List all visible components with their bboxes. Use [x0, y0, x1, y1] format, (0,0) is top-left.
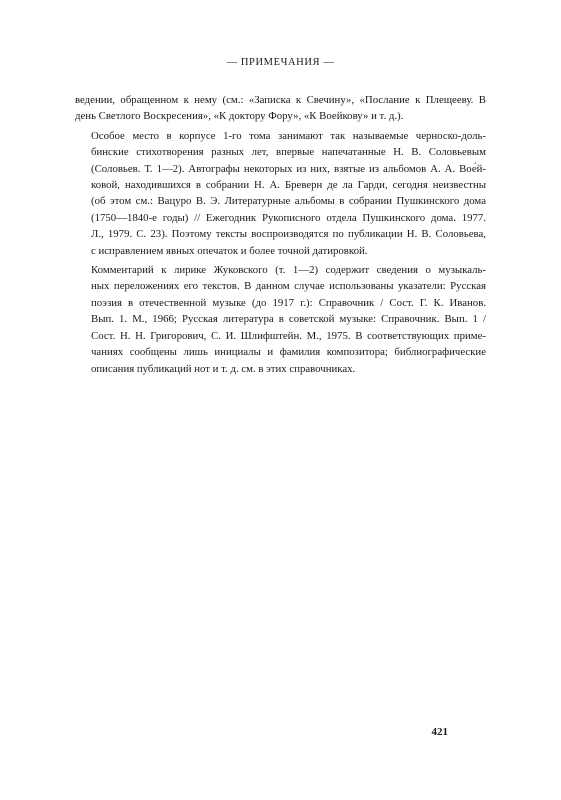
text-line: Вып. 1. М., 1966; Русская литература в советской музыке: Справочник. Вып. 1 /	[91, 313, 486, 326]
text-line: ведении, обращенном к нему (см.: «Записка к Свечину», «Послание к Плещееву. В	[75, 94, 486, 106]
text-line: описания публикаций нот и т. д. см. в этих справочниках.	[91, 362, 356, 375]
text-line: (1750—1840-е годы) // Ежегодник Рукописного отдела Пушкинского дома. 1977.	[91, 211, 486, 224]
text-line: (об этом см.: Вацуро В. Э. Литературные альбомы в собрании Пушкинского дома	[91, 195, 486, 208]
text-line: Л., 1979. С. 23). Поэтому тексты воспроизводятся по публикации Н. В. Соловьева,	[91, 228, 486, 241]
paragraph-2	[75, 128, 486, 259]
text-line: с исправлением явных опечаток и более точной датировкой.	[91, 244, 368, 257]
text-line: бинские стихотворения разных лет, впервые напечатанные Н. В. Соловьевым	[91, 146, 486, 159]
paragraph-3	[75, 262, 486, 377]
paragraph-1	[75, 92, 486, 125]
text-line: день Светлого Воскресения», «К доктору Фору», «К Воейкову» и т. д.).	[75, 110, 404, 123]
text-line: Комментарий к лирике Жуковского (т. 1—2) содержит сведения о музыкаль-	[91, 264, 486, 277]
text-line: (Соловьев. Т. 1—2). Автографы некоторых из них, взятые из альбомов А. А. Вое́й-	[91, 162, 486, 175]
text-line: Сост. Н. Н. Григорович, С. И. Шлифштейн. М., 1975. В соответствующих приме-	[91, 329, 486, 342]
text-line: поэзия в отечественной музыке (до 1917 г.): Справочник / Сост. Г. К. Иванов.	[91, 296, 486, 309]
text-line: ных переложениях его текстов. В данном случае использованы указатели: Русская	[91, 280, 486, 293]
text-line: чаниях сообщены лишь инициалы и фамилия композитора; библиографические	[91, 346, 486, 359]
text-line: ковой, находившихся в собрании Н. А. Бреверн де ла Гарди, сегодня неизвестны	[91, 179, 486, 192]
text-line: Особое место в корпусе 1-го тома занимают так называемые черноско-доль-	[91, 129, 486, 142]
page-number: 421	[431, 726, 448, 738]
running-header: — ПРИМЕЧАНИЯ —	[226, 57, 335, 68]
body-text	[75, 92, 486, 377]
